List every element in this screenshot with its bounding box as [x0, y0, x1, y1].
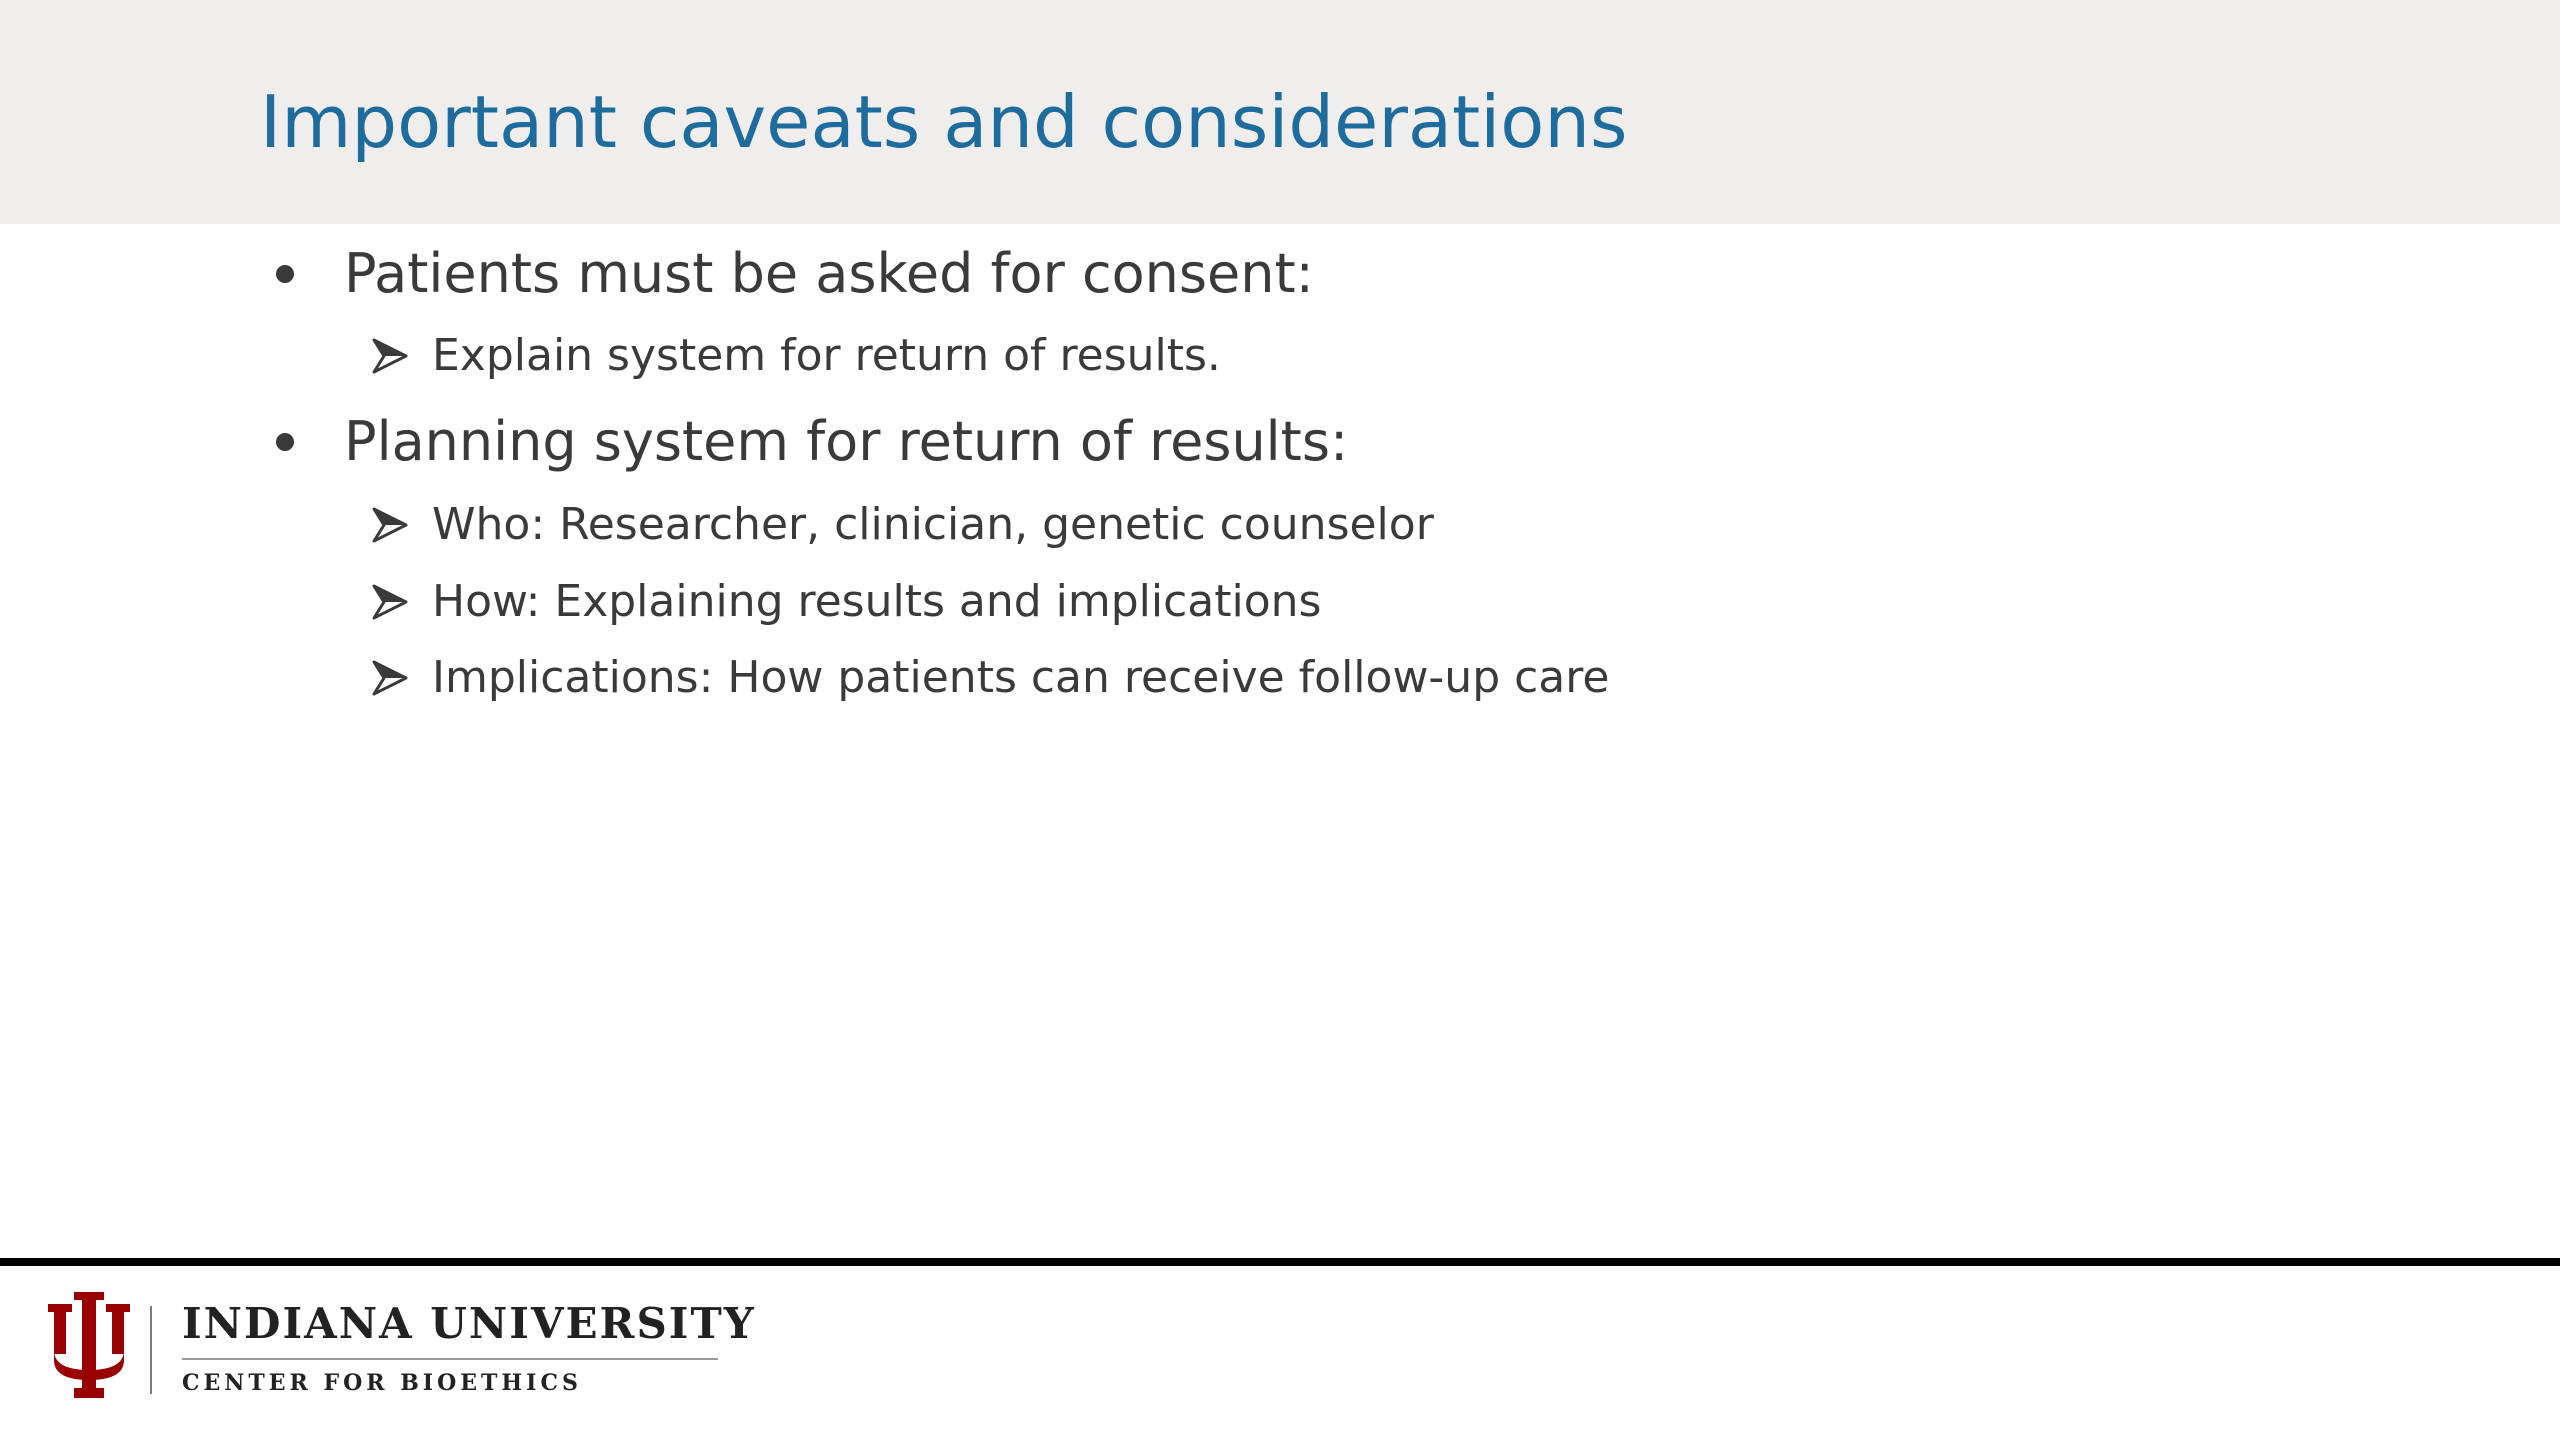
logo-divider [150, 1306, 152, 1394]
bullet-item [276, 402, 1348, 482]
arrowhead-bullet-icon [372, 658, 408, 698]
bullet-item [276, 234, 1314, 314]
iu-trident-icon [44, 1290, 134, 1400]
sub-bullet-item [372, 645, 1609, 711]
sub-bullet-text: Implications: How patients can receive follow-up care [432, 652, 1610, 703]
org-subtitle: CENTER FOR BIOETHICS [182, 1370, 582, 1396]
bullet-dot-icon [276, 265, 294, 283]
sub-bullet-item [372, 323, 1221, 389]
arrowhead-bullet-icon [372, 582, 408, 622]
arrowhead-bullet-icon [372, 505, 408, 545]
bullet-dot-icon [276, 433, 294, 451]
sub-bullet-text: Explain system for return of results. [432, 330, 1221, 381]
sub-bullet-item [372, 569, 1321, 635]
slide-title: Important caveats and considerations [260, 80, 1628, 164]
sub-bullet-text: Who: Researcher, clinician, genetic counselor [432, 499, 1434, 550]
org-name: INDIANA UNIVERSITY [182, 1299, 756, 1348]
footer-divider [0, 1258, 2560, 1266]
sub-bullet-text: How: Explaining results and implications [432, 576, 1322, 627]
org-name-underline [182, 1358, 718, 1360]
arrowhead-bullet-icon [372, 336, 408, 376]
bullet-text: Patients must be asked for consent: [344, 242, 1314, 305]
bullet-text: Planning system for return of results: [344, 410, 1349, 473]
sub-bullet-item [372, 492, 1434, 558]
